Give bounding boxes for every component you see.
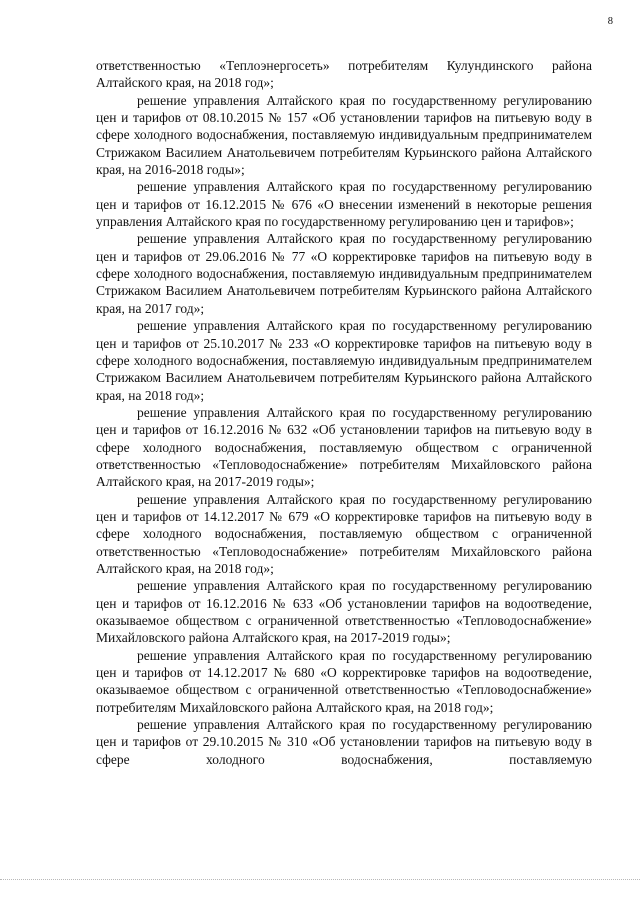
paragraph-decision-233: решение управления Алтайского края по государственному регулированию цен и тарифов от 25.10.2017 № 233 «О корректировке тарифов на питьевую воду в сфере холодного водоснабжения, поставляемую индивидуальным предпринимателем Стрижаком Василием Анатольевичем потребителям Курьинского района Алтайского края, на 2018 год»;	[96, 318, 592, 403]
page-number: 8	[607, 16, 613, 27]
paragraph-decision-680: решение управления Алтайского края по государственному регулированию цен и тарифов от 14.12.2017 № 680 «О корректировке тарифов на водоотведение, оказываемое обществом с ограниченной ответственностью «Тепловодоснабжение» потребителям Михайловского района Алтайского края, на 2018 год»;	[96, 647, 592, 715]
page-bottom-rule	[0, 879, 640, 880]
paragraph-decision-157: решение управления Алтайского края по государственному регулированию цен и тарифов от 08.10.2015 № 157 «Об установлении тарифов на питьевую воду в сфере холодного водоснабжения, поставляемую индивидуальным предпринимателем Стрижаком Василием Анатольевичем потребителям Курьинского района Алтайского края, на 2016-2018 годы»;	[96, 92, 592, 178]
paragraph-decision-676: решение управления Алтайского края по государственному регулированию цен и тарифов от 16.12.2015 № 676 «О внесении изменений в некоторые решения управления Алтайского края по государственному регулированию цен и тарифов»;	[96, 179, 592, 230]
paragraph-decision-632: решение управления Алтайского края по государственному регулированию цен и тарифов от 16.12.2016 № 632 «Об установлении тарифов на питьевую воду в сфере холодного водоснабжения, поставляемую обществом с ограниченной ответственностью «Тепловодоснабжение» потребителям Михайловского района Алтайского края, на 2017-2019 годы»;	[96, 404, 592, 490]
paragraph-decision-633: решение управления Алтайского края по государственному регулированию цен и тарифов от 16.12.2016 № 633 «Об установлении тарифов на водоотведение, оказываемое обществом с ограниченной ответственностью «Тепловодоснабжение» Михайловского района Алтайского края, на 2017-2019 годы»;	[96, 578, 592, 646]
paragraph-decision-77: решение управления Алтайского края по государственному регулированию цен и тарифов от 29.06.2016 № 77 «О корректировке тарифов на питьевую воду в сфере холодного водоснабжения, поставляемую индивидуальным предпринимателем Стрижаком Василием Анатольевичем потребителям Курьинского района Алтайского края, на 2017 год»;	[96, 231, 592, 316]
document-body	[96, 57, 592, 768]
paragraph-decision-310: решение управления Алтайского края по государственному регулированию цен и тарифов от 29.10.2015 № 310 «Об установлении тарифов на питьевую воду в сфере холодного водоснабжения, поставляемую	[96, 717, 592, 767]
paragraph-continuation: ответственностью «Теплоэнергосеть» потребителям Кулундинского района Алтайского края, на 2018 год»;	[96, 58, 592, 91]
paragraph-decision-679: решение управления Алтайского края по государственному регулированию цен и тарифов от 14.12.2017 № 679 «О корректировке тарифов на питьевую воду в сфере холодного водоснабжения, поставляемую обществом с ограниченной ответственностью «Тепловодоснабжение» потребителям Михайловского района Алтайского края, на 2018 год»;	[96, 491, 592, 576]
